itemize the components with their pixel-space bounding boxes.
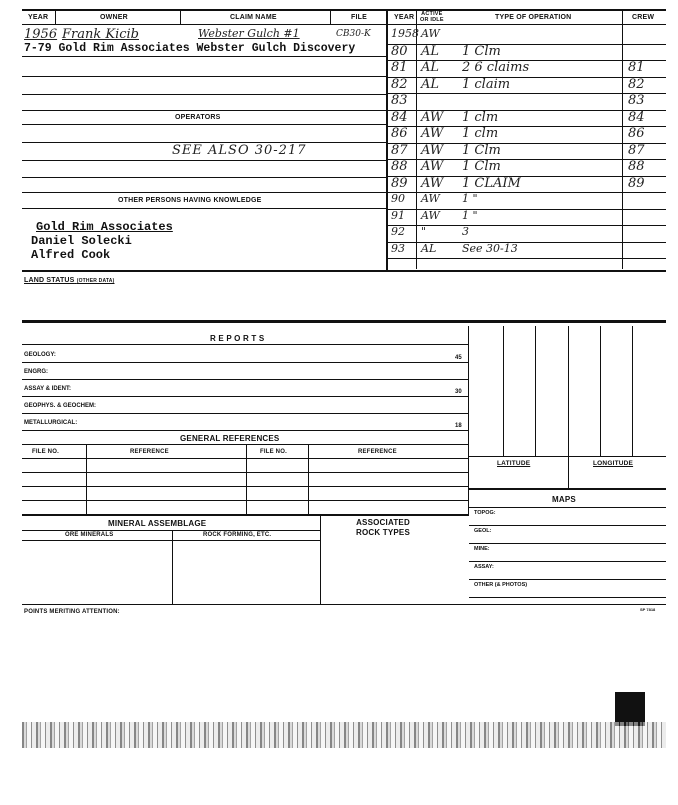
activity-crew: 86 <box>628 126 645 141</box>
lat-long-divider <box>568 456 569 488</box>
rule <box>22 76 386 77</box>
activity-status: AW <box>421 109 444 125</box>
activity-type: 1 Clm <box>462 43 501 59</box>
grid-line <box>632 326 633 456</box>
activity-row-rule <box>388 225 666 226</box>
ref-header-file2: FILE NO. <box>260 449 287 455</box>
activity-type: 1 " <box>462 208 478 222</box>
grid-line <box>503 326 504 456</box>
report-label: GEOPHYS. & GEOCHEM: <box>24 403 97 409</box>
header-type-operation: TYPE OF OPERATION <box>495 14 572 21</box>
activity-status: AW <box>421 159 444 174</box>
ref-header-file1: FILE NO. <box>32 449 59 455</box>
rule <box>22 514 468 516</box>
header-rule <box>22 24 666 25</box>
ref-header-ref2: REFERENCE <box>358 449 397 455</box>
report-label: METALLURGICAL: <box>24 420 78 426</box>
points-meriting-attention: POINTS MERITING ATTENTION: <box>24 609 120 615</box>
activity-crew: 88 <box>628 159 645 174</box>
header-year: YEAR <box>28 14 49 21</box>
other-persons-heading: OTHER PERSONS HAVING KNOWLEDGE <box>118 197 262 204</box>
rule <box>22 444 468 445</box>
report-number: 30 <box>455 389 462 395</box>
report-number: 45 <box>455 355 462 361</box>
sep <box>55 9 56 24</box>
header-active-idle: ACTIVE OR IDLE <box>420 11 444 23</box>
header-claim-name: CLAIM NAME <box>230 14 277 21</box>
report-label: ENGRG: <box>24 369 48 375</box>
rule <box>22 160 386 161</box>
activity-type: 1 clm <box>462 109 499 125</box>
report-row-rule <box>22 396 468 397</box>
map-row-rule <box>469 597 666 598</box>
activity-type: See 30-13 <box>462 241 518 255</box>
rule <box>22 500 468 501</box>
scan-noise-band <box>22 722 666 748</box>
activity-crew: 82 <box>628 76 645 92</box>
activity-crew: 83 <box>628 93 645 108</box>
activity-year: 86 <box>391 126 408 141</box>
reports-top-rule <box>22 320 666 323</box>
activity-year: 90 <box>391 192 405 205</box>
activity-year: 1958 <box>391 27 419 40</box>
maps-heading: MAPS <box>552 495 576 504</box>
rule <box>22 530 320 531</box>
activity-type: 1 Clm <box>462 142 501 158</box>
activity-type: 3 <box>462 225 469 238</box>
report-label: GEOLOGY: <box>24 352 56 358</box>
activity-type: 2 6 claims <box>462 60 530 75</box>
rule <box>22 124 386 125</box>
rule <box>22 344 468 345</box>
activity-type: 1 Clm <box>462 159 501 174</box>
report-row-rule <box>22 379 468 380</box>
mineral-heading: MINERAL ASSEMBLAGE <box>108 519 207 528</box>
rule <box>469 488 666 490</box>
map-row-rule <box>469 543 666 544</box>
hw-owner: Frank Kicib <box>62 27 139 42</box>
activity-status: AW <box>421 175 444 191</box>
operators-see-also: SEE ALSO 30-217 <box>172 143 307 158</box>
activity-row-rule <box>388 93 666 94</box>
person-3: Alfred Cook <box>31 248 111 262</box>
map-row-rule <box>469 525 666 526</box>
land-status-heading <box>24 277 114 284</box>
activity-year: 80 <box>391 43 408 59</box>
activity-year: 91 <box>391 208 405 222</box>
rule <box>22 540 320 541</box>
land-status-label: LAND STATUS <box>24 277 75 284</box>
activity-year: 92 <box>391 225 405 238</box>
rule <box>22 486 468 487</box>
header-file: FILE <box>351 14 367 21</box>
map-row-label: TOPOG: <box>474 510 496 516</box>
map-row-label: MINE: <box>474 546 490 552</box>
reports-heading: R E P O R T S <box>210 334 265 343</box>
ref-header-ref1: REFERENCE <box>130 449 169 455</box>
activity-status: AL <box>421 241 437 255</box>
activity-type: 1 " <box>462 192 478 205</box>
grid-line <box>535 326 536 456</box>
activity-status: AW <box>421 208 440 222</box>
activity-crew: 87 <box>628 142 645 158</box>
activity-type: 1 clm <box>462 126 499 141</box>
land-status-rule <box>22 270 666 272</box>
land-status-sub: (OTHER DATA) <box>76 278 115 284</box>
person-1: Gold Rim Associates <box>36 220 173 234</box>
typed-owner-line: 7-79 Gold Rim Associates Webster Gulch Discovery <box>24 42 356 55</box>
activity-status: AW <box>421 192 440 205</box>
rule <box>22 94 386 95</box>
activity-status: AW <box>421 126 444 141</box>
hw-file: CB30-K <box>336 29 371 39</box>
top-rule <box>22 9 666 11</box>
report-row-rule <box>22 362 468 363</box>
map-row-rule <box>469 579 666 580</box>
col <box>86 444 87 514</box>
rule <box>22 604 666 605</box>
map-row-label: OTHER (& PHOTOS) <box>474 582 528 588</box>
activity-status: AW <box>421 27 440 40</box>
general-references-heading: GENERAL REFERENCES <box>180 434 280 443</box>
header-year2: YEAR <box>394 14 415 21</box>
col <box>308 444 309 514</box>
report-label: ASSAY & IDENT: <box>24 386 72 392</box>
activity-status: " <box>421 225 427 238</box>
activity-crew: 89 <box>628 175 645 191</box>
grid-line <box>600 326 601 456</box>
activity-year: 87 <box>391 142 408 158</box>
rule <box>22 472 468 473</box>
grid-line <box>568 326 569 456</box>
rock-forming-label: ROCK FORMING, ETC. <box>203 532 272 538</box>
col <box>172 530 173 604</box>
map-row-rule <box>469 561 666 562</box>
hw-claim: Webster Gulch #1 <box>198 27 300 40</box>
header-owner: OWNER <box>100 14 128 21</box>
form-number: SP 7818 <box>640 607 656 612</box>
col <box>246 444 247 514</box>
rule <box>469 507 666 508</box>
sep <box>330 9 331 24</box>
activity-status: AL <box>421 43 440 59</box>
activity-year: 88 <box>391 159 408 174</box>
activity-status: AL <box>421 76 440 92</box>
sep <box>180 9 181 24</box>
activity-crew: 81 <box>628 60 645 75</box>
header-crew: CREW <box>632 14 655 21</box>
rule <box>22 192 386 193</box>
activity-status: AL <box>421 60 440 75</box>
crew-col-line <box>622 9 623 269</box>
report-row-rule <box>22 413 468 414</box>
rule <box>22 110 386 111</box>
rule <box>22 458 468 459</box>
activity-type: 1 claim <box>462 76 511 92</box>
hw-year: 1956 <box>24 27 58 42</box>
report-number: 18 <box>455 423 462 429</box>
activity-row-rule <box>388 258 666 259</box>
activity-year: 93 <box>391 241 405 255</box>
activity-year: 84 <box>391 109 408 125</box>
activity-year: 81 <box>391 60 408 75</box>
col <box>320 514 321 604</box>
rule <box>22 56 386 57</box>
year-col-line <box>416 9 417 269</box>
scan-mark <box>615 692 645 726</box>
associated-rock-types-label: ASSOCIATED ROCK TYPES <box>356 518 411 537</box>
operators-heading: OPERATORS <box>175 114 221 121</box>
activity-year: 83 <box>391 93 408 108</box>
map-row-label: GEOL: <box>474 528 492 534</box>
activity-crew: 84 <box>628 109 645 125</box>
rule <box>22 177 386 178</box>
map-row-label: ASSAY: <box>474 564 494 570</box>
ore-minerals-label: ORE MINERALS <box>65 532 114 538</box>
rule <box>22 208 386 209</box>
activity-year: 82 <box>391 76 408 92</box>
activity-year: 89 <box>391 175 408 191</box>
main-divider <box>386 9 388 271</box>
person-2: Daniel Solecki <box>31 234 132 248</box>
longitude-label: LONGITUDE <box>593 460 634 467</box>
activity-type: 1 CLAIM <box>462 175 521 191</box>
activity-status: AW <box>421 142 444 158</box>
latitude-label: LATITUDE <box>497 460 531 467</box>
report-row-rule <box>22 430 468 431</box>
